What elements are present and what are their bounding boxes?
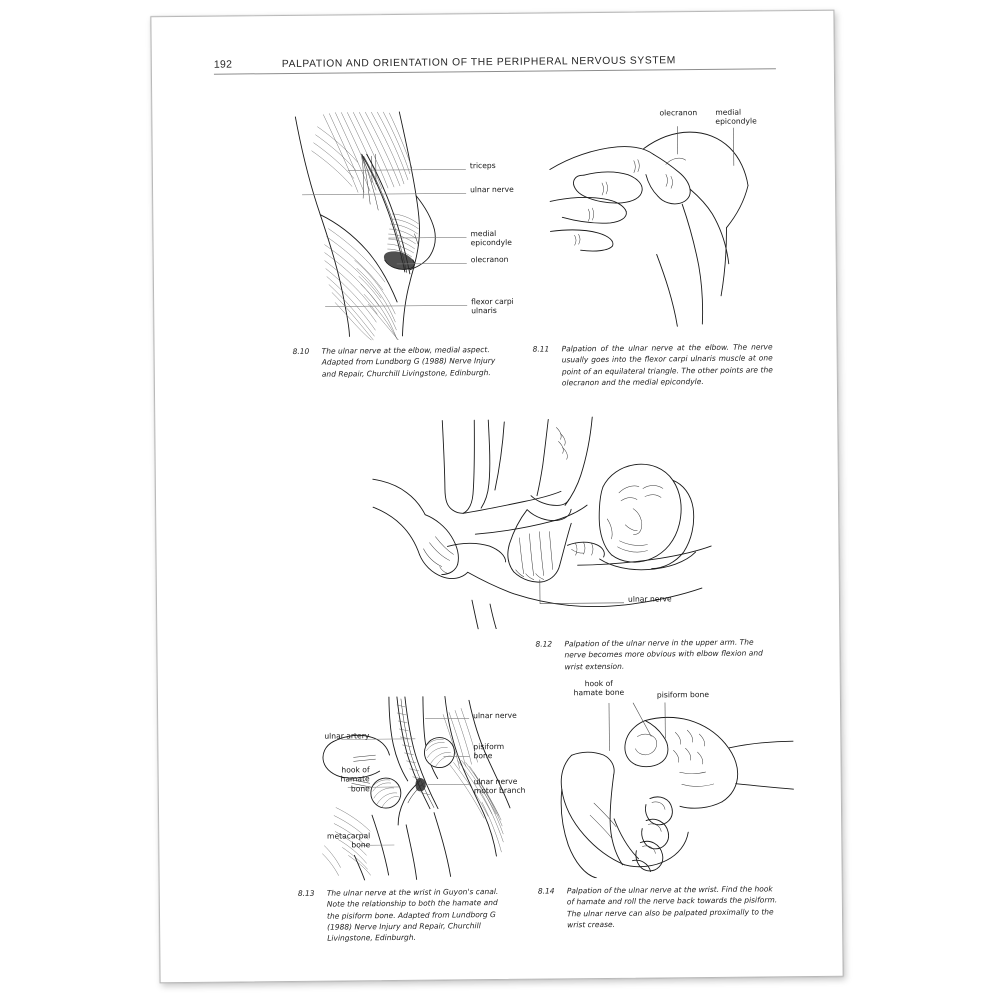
- running-head-title: PALPATION AND ORIENTATION OF THE PERIPHERAL NERVOUS SYSTEM: [281, 55, 677, 71]
- label-pisiform-bone: pisiform bone: [473, 741, 505, 761]
- page-number: 192: [213, 58, 233, 71]
- label-ulnar-nerve: ulnar nerve: [470, 184, 514, 195]
- figure-8-11-caption: [533, 341, 773, 388]
- label-ulnar-nerve: ulnar nerve: [627, 594, 672, 604]
- figure-8-12-caption: [535, 636, 775, 672]
- figure-8-12-number: 8.12: [535, 639, 553, 649]
- book-page: [150, 10, 843, 984]
- figure-8-14-art: [553, 678, 795, 878]
- label-ulnar-nerve: ulnar nerve: [473, 710, 517, 721]
- label-ulnar-nerve-motor-branch: ulnar nerve motor branch: [473, 776, 526, 796]
- figure-8-12-caption-text: Palpation of the ulnar nerve in the upper arm. The nerve becomes more obvious with elbow flexion and wrist extension.: [564, 637, 763, 671]
- label-triceps: triceps: [469, 160, 496, 171]
- figure-8-14-caption-text: Palpation of the ulnar nerve at the wrist. Find the hook of hamate and roll the nerve back towards the pisiform. The ulnar nerve can also be palpated proximally to the wrist crease.: [566, 884, 778, 930]
- label-metacarpal-bone: metacarpal bone: [326, 831, 371, 850]
- figure-8-11-caption-text: Palpation of the ulnar nerve at the elbow. The nerve usually goes into the flexor carpi ulnaris muscle at one point of an equilateral triangle. The other points are the olecranon and the medial epicondyle.: [561, 342, 773, 388]
- label-pisiform-bone: pisiform bone: [656, 689, 710, 700]
- figure-8-13-caption-text: The ulnar nerve at the wrist in Guyon's canal. Note the relationship to both the hamate and the pisiform bone. Adapted from Lundborg G (1988) Nerve Injury and Repair, Churchill Livingstone, Edinburgh.: [326, 887, 499, 943]
- label-ulnar-artery: ulnar artery: [324, 731, 370, 741]
- label-medial-epicondyle: medial epicondyle: [715, 107, 757, 127]
- figure-8-10-number: 8.10: [292, 346, 310, 356]
- label-medial-epicondyle: medial epicondyle: [470, 228, 512, 248]
- label-hook-of-hamate-bone: hook of hamate bone: [340, 765, 370, 794]
- figure-8-11-art: [547, 103, 789, 340]
- label-olecranon: olecranon: [659, 108, 698, 118]
- figure-8-10-art: [287, 109, 539, 341]
- label-flexor-carpi-ulnaris: flexor carpi ulnaris: [471, 296, 514, 316]
- figure-8-10-caption: [293, 344, 498, 380]
- label-hook-of-hamate-bone: hook of hamate bone: [573, 678, 625, 698]
- figure-8-12-art: [370, 412, 712, 630]
- figure-8-13-caption: [298, 886, 509, 944]
- figure-8-11-number: 8.11: [532, 344, 550, 354]
- figure-8-13-art: [293, 694, 545, 881]
- figure-8-14-number: 8.14: [537, 886, 555, 896]
- figure-8-14-caption: [538, 883, 778, 930]
- page-header: [214, 53, 776, 74]
- label-olecranon: olecranon: [470, 254, 509, 265]
- figure-8-13-number: 8.13: [297, 888, 315, 898]
- figure-8-10-caption-text: The ulnar nerve at the elbow, medial aspect. Adapted from Lundborg G (1988) Nerve Injury and Repair, Churchill Livingstone, Edinburgh.: [321, 345, 496, 379]
